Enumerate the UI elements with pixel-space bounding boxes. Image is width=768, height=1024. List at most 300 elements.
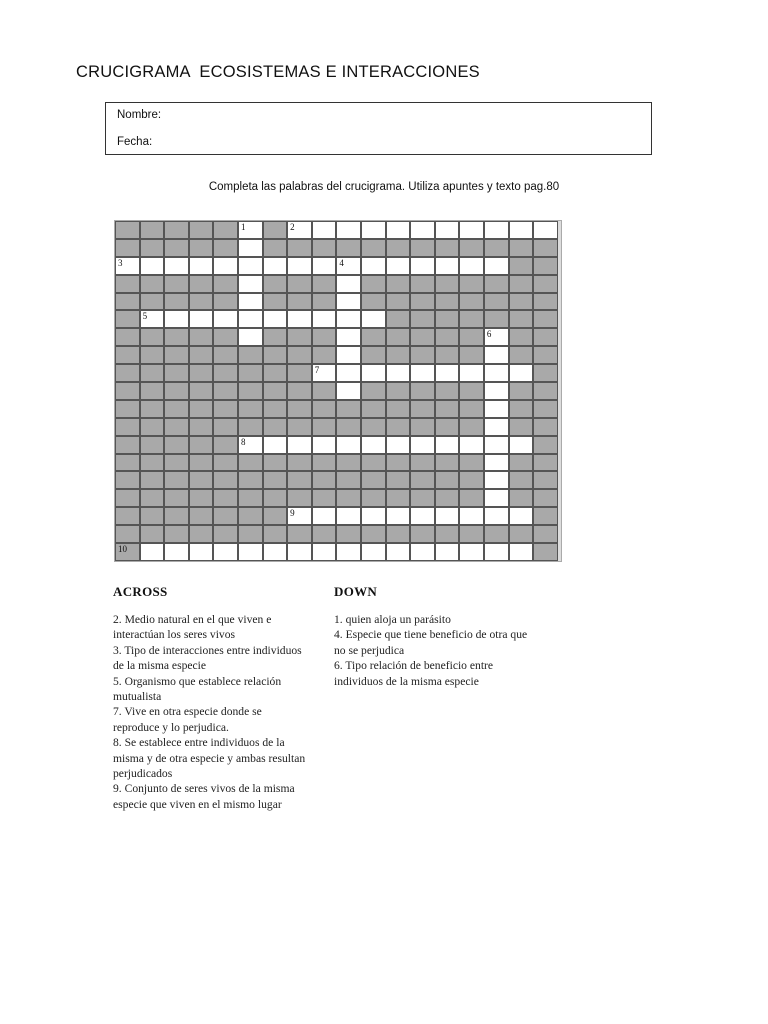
crossword-cell-open[interactable] <box>238 328 263 346</box>
crossword-cell-blocked <box>164 436 189 454</box>
crossword-cell-blocked <box>435 382 460 400</box>
crossword-cell-blocked <box>115 275 140 293</box>
crossword-cell-open[interactable] <box>484 257 509 275</box>
crossword-cell-blocked <box>459 293 484 311</box>
crossword-cell-open[interactable] <box>140 310 165 328</box>
crossword-cell-blocked <box>263 346 288 364</box>
crossword-cell-blocked <box>533 310 558 328</box>
crossword-cell-blocked <box>213 328 238 346</box>
crossword-cell-blocked <box>140 454 165 472</box>
clue-number: 7 <box>314 365 320 376</box>
crossword-cell-open[interactable] <box>410 543 435 561</box>
crossword-cell-blocked <box>140 525 165 543</box>
crossword-cell-blocked <box>140 275 165 293</box>
crossword-cell-open[interactable] <box>361 310 386 328</box>
crossword-cell-blocked <box>312 346 337 364</box>
crossword-cell-open[interactable] <box>435 221 460 239</box>
crossword-cell-blocked <box>189 507 214 525</box>
crossword-cell-open[interactable] <box>238 310 263 328</box>
crossword-cell-blocked <box>336 525 361 543</box>
down-clue-line: no se perjudica <box>334 643 405 657</box>
clue-number: 8 <box>240 436 246 447</box>
crossword-cell-blocked <box>189 489 214 507</box>
crossword-cell-blocked <box>509 454 534 472</box>
crossword-cell-open[interactable] <box>484 471 509 489</box>
crossword-cell-open[interactable] <box>361 543 386 561</box>
crossword-cell-blocked <box>533 525 558 543</box>
crossword-cell-open[interactable] <box>336 346 361 364</box>
worksheet-title: CRUCIGRAMA ECOSISTEMAS E INTERACCIONES <box>76 63 480 81</box>
crossword-cell-open[interactable] <box>509 364 534 382</box>
crossword-cell-open[interactable] <box>484 364 509 382</box>
crossword-cell-blocked <box>115 471 140 489</box>
crossword-cell-blocked <box>115 328 140 346</box>
crossword-cell-blocked <box>164 400 189 418</box>
crossword-cell-blocked <box>164 525 189 543</box>
crossword-cell-blocked <box>509 471 534 489</box>
crossword-cell-blocked <box>140 328 165 346</box>
crossword-cell-blocked <box>336 400 361 418</box>
across-clue-line: misma y de otra especie y ambas resultan <box>113 751 306 765</box>
crossword-cell-blocked <box>189 471 214 489</box>
crossword-cell-blocked <box>164 221 189 239</box>
crossword-cell-blocked <box>287 293 312 311</box>
crossword-cell-blocked <box>164 293 189 311</box>
crossword-cell-open[interactable] <box>164 310 189 328</box>
across-clue-line: de la misma especie <box>113 659 207 673</box>
crossword-cell-blocked <box>189 221 214 239</box>
crossword-cell-blocked <box>435 489 460 507</box>
crossword-cell-open[interactable] <box>287 257 312 275</box>
crossword-cell-open[interactable] <box>164 257 189 275</box>
crossword-cell-open[interactable] <box>386 364 411 382</box>
crossword-cell-open[interactable] <box>189 257 214 275</box>
crossword-cell-open[interactable] <box>386 257 411 275</box>
crossword-cell-blocked <box>189 364 214 382</box>
crossword-cell-blocked <box>410 328 435 346</box>
crossword-cell-open[interactable] <box>435 436 460 454</box>
across-clue-line: reproduce y lo perjudica. <box>113 720 229 734</box>
crossword-cell-open[interactable] <box>435 257 460 275</box>
crossword-cell-blocked <box>115 436 140 454</box>
crossword-cell-blocked <box>140 364 165 382</box>
down-clue-line: 4. Especie que tiene beneficio de otra que <box>334 628 528 642</box>
crossword-cell-blocked <box>410 489 435 507</box>
crossword-cell-blocked <box>484 293 509 311</box>
crossword-cell-open[interactable] <box>336 364 361 382</box>
crossword-cell-open[interactable] <box>238 543 263 561</box>
crossword-cell-open[interactable] <box>287 507 312 525</box>
crossword-cell-blocked <box>312 293 337 311</box>
crossword-cell-open[interactable] <box>189 543 214 561</box>
crossword-cell-blocked <box>238 382 263 400</box>
clue-number: 9 <box>290 508 295 519</box>
crossword-cell-blocked <box>164 489 189 507</box>
crossword-cell-blocked <box>189 328 214 346</box>
crossword-cell-open[interactable] <box>213 543 238 561</box>
crossword-cell-blocked <box>459 239 484 257</box>
crossword-cell-blocked <box>115 346 140 364</box>
crossword-cell-open[interactable] <box>459 507 484 525</box>
crossword-cell-blocked <box>459 346 484 364</box>
crossword-cell-blocked <box>115 400 140 418</box>
crossword-cell-open[interactable] <box>509 507 534 525</box>
crossword-cell-open[interactable] <box>336 221 361 239</box>
crossword-cell-blocked <box>533 364 558 382</box>
crossword-cell-open[interactable] <box>484 454 509 472</box>
crossword-cell-open[interactable] <box>189 310 214 328</box>
crossword-cell-open[interactable] <box>361 436 386 454</box>
crossword-cell-open[interactable] <box>484 507 509 525</box>
crossword-cell-blocked <box>263 525 288 543</box>
crossword-cell-open[interactable] <box>533 221 558 239</box>
crossword-cell-blocked <box>263 489 288 507</box>
crossword-cell-open[interactable] <box>484 543 509 561</box>
crossword-cell-open[interactable] <box>336 257 361 275</box>
crossword-cell-blocked <box>312 454 337 472</box>
crossword-cell-blocked <box>410 239 435 257</box>
crossword-cell-blocked <box>361 489 386 507</box>
crossword-cell-blocked <box>336 418 361 436</box>
across-clue-line: 8. Se establece entre individuos de la <box>113 736 285 750</box>
crossword-cell-blocked <box>287 239 312 257</box>
crossword-cell-blocked <box>459 382 484 400</box>
crossword-cell-blocked <box>459 454 484 472</box>
clue-number: 2 <box>290 222 295 232</box>
name-label: Nombre: <box>117 109 162 121</box>
crossword-cell-blocked <box>361 346 386 364</box>
crossword-cell-open[interactable] <box>459 221 484 239</box>
crossword-cell-blocked <box>410 346 435 364</box>
crossword-cell-blocked <box>140 293 165 311</box>
crossword-cell-blocked <box>533 400 558 418</box>
crossword-cell-blocked <box>238 507 263 525</box>
crossword-cell-blocked <box>287 471 312 489</box>
crossword-cell-open[interactable] <box>115 257 140 275</box>
crossword-cell-blocked <box>189 454 214 472</box>
crossword-cell-blocked <box>115 310 140 328</box>
crossword-cell-open[interactable] <box>410 436 435 454</box>
crossword-cell-open[interactable] <box>140 257 165 275</box>
across-clue-line: 3. Tipo de interacciones entre individuos <box>113 643 302 657</box>
crossword-cell-blocked <box>164 382 189 400</box>
crossword-cell-open[interactable] <box>484 221 509 239</box>
crossword-cell-open[interactable] <box>312 436 337 454</box>
crossword-cell-blocked <box>287 364 312 382</box>
crossword-cell-open[interactable] <box>484 400 509 418</box>
crossword-cell-blocked <box>484 525 509 543</box>
crossword-cell-blocked <box>533 489 558 507</box>
crossword-cell-open[interactable] <box>361 257 386 275</box>
crossword-cell-blocked <box>164 418 189 436</box>
crossword-cell-open[interactable] <box>336 507 361 525</box>
crossword-cell-blocked <box>189 275 214 293</box>
crossword-cell-open[interactable] <box>361 221 386 239</box>
crossword-cell-blocked <box>509 382 534 400</box>
across-heading: ACROSS <box>113 584 168 599</box>
crossword-cell-blocked <box>410 418 435 436</box>
crossword-cell-blocked <box>164 507 189 525</box>
crossword-cell-open[interactable] <box>435 364 460 382</box>
crossword-cell-open[interactable] <box>484 436 509 454</box>
crossword-cell-blocked <box>238 471 263 489</box>
across-clue-line: mutualista <box>113 690 162 704</box>
crossword-cell-open[interactable] <box>410 257 435 275</box>
crossword-cell-open[interactable] <box>386 507 411 525</box>
crossword-cell-open[interactable] <box>238 257 263 275</box>
crossword-cell-blocked <box>435 239 460 257</box>
crossword-cell-open[interactable] <box>336 293 361 311</box>
crossword-cell-blocked <box>263 418 288 436</box>
crossword-cell-open[interactable] <box>164 543 189 561</box>
crossword-cell-blocked <box>459 310 484 328</box>
crossword-cell-blocked <box>115 525 140 543</box>
crossword-cell-blocked <box>410 293 435 311</box>
crossword-cell-blocked <box>361 239 386 257</box>
crossword-cell-open[interactable] <box>336 382 361 400</box>
crossword-cell-open[interactable] <box>213 310 238 328</box>
crossword-cell-blocked <box>164 275 189 293</box>
crossword-cell-open[interactable] <box>312 257 337 275</box>
crossword-cell-blocked <box>238 418 263 436</box>
crossword-cell-blocked <box>533 328 558 346</box>
crossword-cell-blocked <box>336 489 361 507</box>
crossword-cell-open[interactable] <box>459 436 484 454</box>
crossword-cell-open[interactable] <box>263 310 288 328</box>
crossword-cell-blocked <box>386 275 411 293</box>
crossword-cell-open[interactable] <box>238 293 263 311</box>
crossword-cell-open[interactable] <box>238 239 263 257</box>
across-clue-line: perjudicados <box>113 767 173 781</box>
crossword-cell-open[interactable] <box>509 436 534 454</box>
crossword-cell-blocked <box>509 525 534 543</box>
crossword-cell-blocked <box>287 328 312 346</box>
crossword-cell-blocked <box>533 418 558 436</box>
crossword-cell-blocked <box>140 221 165 239</box>
crossword-cell-blocked <box>386 382 411 400</box>
crossword-cell-blocked <box>115 418 140 436</box>
crossword-cell-blocked <box>361 471 386 489</box>
crossword-cell-blocked <box>435 310 460 328</box>
crossword-cell-blocked <box>459 328 484 346</box>
crossword-cell-blocked <box>459 525 484 543</box>
crossword-cell-blocked <box>509 418 534 436</box>
crossword-cell-blocked <box>263 382 288 400</box>
clue-number: 10 <box>118 544 127 555</box>
crossword-cell-blocked <box>213 400 238 418</box>
crossword-cell-blocked <box>386 471 411 489</box>
crossword-cell-open[interactable] <box>386 221 411 239</box>
crossword-cell-open[interactable] <box>336 543 361 561</box>
crossword-cell-open[interactable] <box>238 436 263 454</box>
crossword-cell-open[interactable] <box>361 507 386 525</box>
crossword-cell-open[interactable] <box>312 507 337 525</box>
crossword-cell-blocked <box>410 275 435 293</box>
crossword-cell-open[interactable] <box>312 543 337 561</box>
crossword-cell-open[interactable] <box>410 221 435 239</box>
crossword-cell-blocked <box>189 418 214 436</box>
crossword-cell-open[interactable] <box>386 436 411 454</box>
down-clues <box>334 612 527 689</box>
crossword-cell-blocked <box>435 400 460 418</box>
crossword-cell-blocked <box>164 454 189 472</box>
crossword-cell-blocked <box>140 239 165 257</box>
down-heading: DOWN <box>334 584 378 599</box>
crossword-cell-blocked <box>361 293 386 311</box>
crossword-cell-blocked <box>459 489 484 507</box>
crossword-cell-blocked <box>509 275 534 293</box>
crossword-cell-open[interactable] <box>287 543 312 561</box>
crossword-cell-blocked <box>533 346 558 364</box>
crossword-cell-open[interactable] <box>435 507 460 525</box>
crossword-cell-open[interactable] <box>238 275 263 293</box>
crossword-cell-open[interactable] <box>287 310 312 328</box>
crossword-cell-open[interactable] <box>263 543 288 561</box>
crossword-cell-open[interactable] <box>361 364 386 382</box>
crossword-cell-blocked <box>410 525 435 543</box>
crossword-cell-open[interactable] <box>263 257 288 275</box>
crossword-cell-open[interactable] <box>140 543 165 561</box>
date-label: Fecha: <box>117 136 153 148</box>
crossword-cell-open[interactable] <box>336 328 361 346</box>
crossword-cell-blocked <box>164 346 189 364</box>
crossword-cell-open[interactable] <box>509 221 534 239</box>
crossword-cell-blocked <box>213 454 238 472</box>
crossword-cell-blocked <box>386 346 411 364</box>
crossword-cell-open[interactable] <box>336 436 361 454</box>
crossword-cell-blocked <box>213 275 238 293</box>
crossword-cell-blocked <box>533 507 558 525</box>
crossword-cell-blocked <box>263 507 288 525</box>
down-clue-line: 6. Tipo relación de beneficio entre <box>334 659 494 673</box>
student-info-box <box>105 102 652 155</box>
crossword-cell-blocked <box>459 400 484 418</box>
crossword-cell-open[interactable] <box>484 418 509 436</box>
crossword-cell-blocked <box>287 275 312 293</box>
crossword-cell-blocked <box>361 418 386 436</box>
crossword-cell-blocked <box>435 328 460 346</box>
crossword-cell-blocked <box>213 239 238 257</box>
crossword-cell-open[interactable] <box>287 221 312 239</box>
instructions: Completa las palabras del crucigrama. Utiliza apuntes y texto pag.80 <box>208 181 560 193</box>
crossword-cell-blocked <box>238 400 263 418</box>
crossword-cell-blocked <box>140 418 165 436</box>
crossword-cell-blocked <box>263 454 288 472</box>
crossword-cell-blocked <box>115 382 140 400</box>
crossword-cell-blocked <box>386 418 411 436</box>
crossword-cell-open[interactable] <box>435 543 460 561</box>
crossword-cell-blocked <box>410 400 435 418</box>
crossword-cell-blocked <box>287 346 312 364</box>
crossword-cell-open[interactable] <box>459 364 484 382</box>
crossword-cell-blocked <box>386 328 411 346</box>
crossword-cell-blocked <box>533 471 558 489</box>
crossword-cell-blocked <box>213 525 238 543</box>
crossword-cell-open[interactable] <box>410 507 435 525</box>
crossword-cell-open[interactable] <box>312 310 337 328</box>
crossword-cell-blocked <box>263 364 288 382</box>
crossword-cell-blocked <box>238 454 263 472</box>
crossword-cell-blocked <box>386 293 411 311</box>
crossword-cell-blocked <box>115 239 140 257</box>
crossword-cell-blocked <box>140 507 165 525</box>
crossword-cell-blocked <box>287 454 312 472</box>
crossword-cell-blocked <box>115 364 140 382</box>
crossword-cell-blocked <box>189 382 214 400</box>
crossword-cell-open[interactable] <box>459 543 484 561</box>
crossword-cell-blocked <box>435 525 460 543</box>
crossword-cell-blocked <box>140 471 165 489</box>
crossword-cell-blocked <box>213 418 238 436</box>
crossword-cell-blocked <box>189 400 214 418</box>
crossword-cell-open[interactable] <box>213 257 238 275</box>
crossword-cell-open[interactable] <box>386 543 411 561</box>
crossword-cell-blocked <box>238 346 263 364</box>
crossword-cell-open[interactable] <box>484 382 509 400</box>
crossword-cell-open[interactable] <box>484 346 509 364</box>
crossword-cell-blocked <box>140 346 165 364</box>
crossword-cell-open[interactable] <box>459 257 484 275</box>
crossword-cell-blocked <box>312 382 337 400</box>
crossword-cell-blocked <box>263 275 288 293</box>
crossword-cell-blocked <box>287 400 312 418</box>
crossword-cell-open[interactable] <box>287 436 312 454</box>
crossword-cell-blocked <box>484 239 509 257</box>
crossword-cell-open[interactable] <box>509 543 534 561</box>
crossword-cell-open[interactable] <box>312 364 337 382</box>
crossword-cell-blocked <box>287 418 312 436</box>
down-clue-line: 1. quien aloja un parásito <box>334 613 451 626</box>
crossword-grid <box>114 220 562 562</box>
crossword-cell-blocked <box>533 454 558 472</box>
crossword-cell-open[interactable] <box>336 310 361 328</box>
crossword-cell-open[interactable] <box>484 328 509 346</box>
crossword-cell-blocked <box>213 507 238 525</box>
crossword-cell-blocked <box>140 436 165 454</box>
crossword-cell-blocked <box>115 489 140 507</box>
crossword-cell-open[interactable] <box>410 364 435 382</box>
crossword-cell-blocked <box>509 310 534 328</box>
crossword-cell-blocked <box>435 293 460 311</box>
crossword-cell-blocked <box>410 454 435 472</box>
crossword-cell-blocked <box>164 328 189 346</box>
crossword-cell-blocked <box>361 382 386 400</box>
crossword-cell-blocked <box>533 275 558 293</box>
crossword-cell-open[interactable] <box>336 275 361 293</box>
across-clue-line: 5. Organismo que establece relación <box>113 674 282 688</box>
crossword-cell-blocked <box>263 471 288 489</box>
crossword-cell-blocked <box>312 525 337 543</box>
crossword-cell-open[interactable] <box>238 221 263 239</box>
crossword-cell-blocked <box>435 454 460 472</box>
down-clue-line: individuos de la misma especie <box>334 674 479 688</box>
crossword-cell-blocked <box>189 436 214 454</box>
crossword-cell-open[interactable] <box>484 489 509 507</box>
crossword-cell-open[interactable] <box>263 436 288 454</box>
crossword-cell-blocked <box>287 525 312 543</box>
crossword-cell-blocked <box>509 257 534 275</box>
crossword-cell-blocked <box>213 293 238 311</box>
crossword-cell-blocked <box>533 257 558 275</box>
crossword-cell-blocked <box>459 275 484 293</box>
crossword-cell-blocked <box>115 543 140 561</box>
crossword-cell-blocked <box>213 221 238 239</box>
crossword-cell-blocked <box>533 382 558 400</box>
crossword-cell-open[interactable] <box>312 221 337 239</box>
clue-number: 4 <box>339 257 344 268</box>
crossword-cell-blocked <box>140 382 165 400</box>
crossword-cell-blocked <box>484 310 509 328</box>
